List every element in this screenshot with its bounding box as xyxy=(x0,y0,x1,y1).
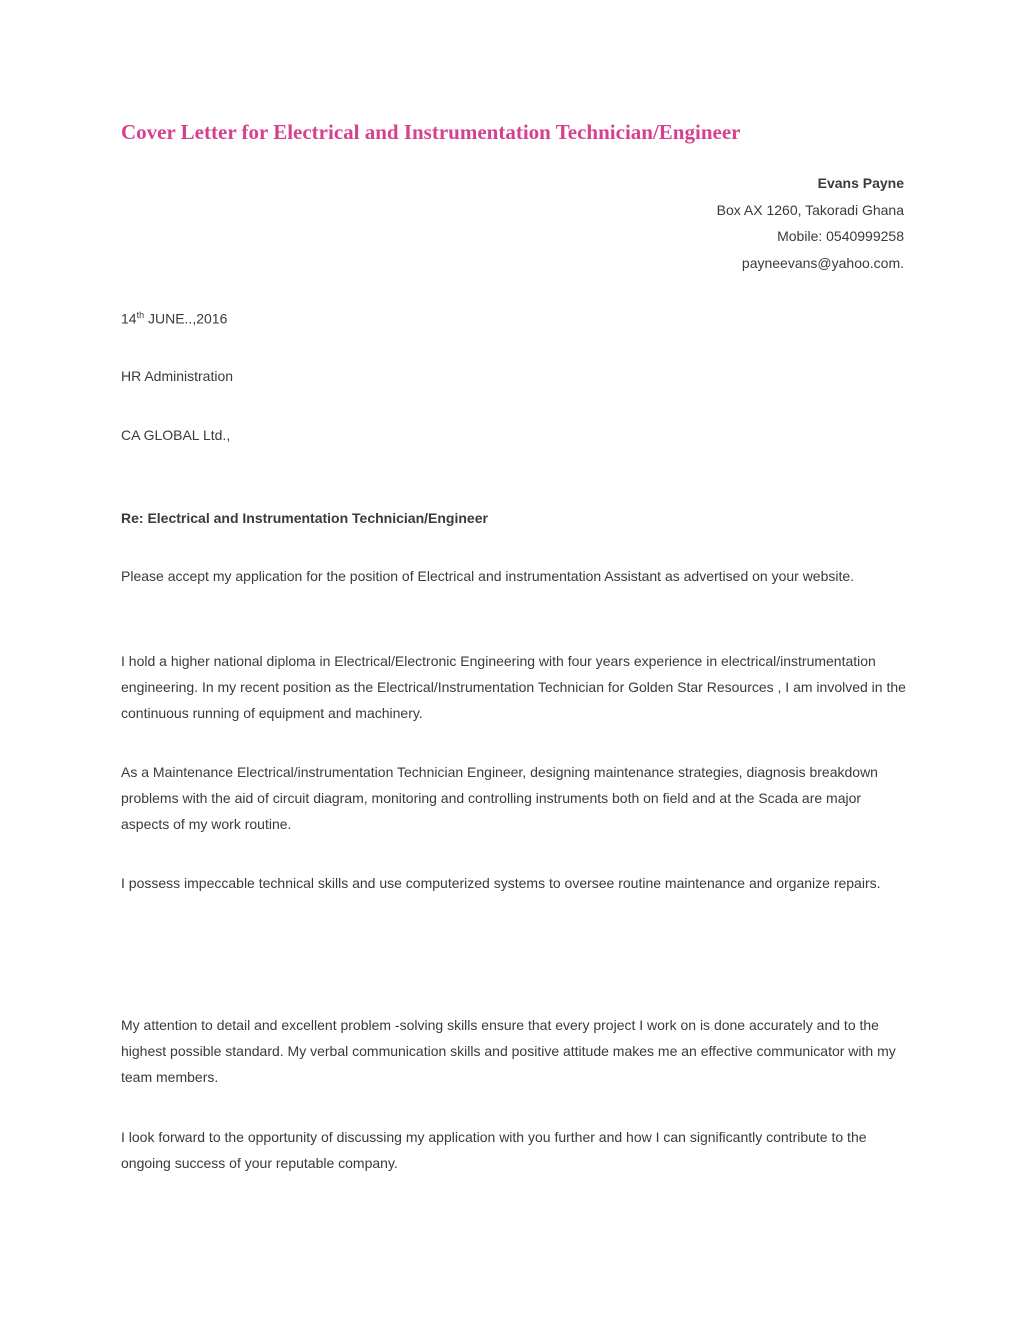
date-day: 14 xyxy=(121,310,137,327)
sender-address: Box AX 1260, Takoradi Ghana xyxy=(716,201,904,218)
recipient-company: CA GLOBAL Ltd., xyxy=(121,427,231,443)
body-paragraph-1: Please accept my application for the position of Electrical and instrumentation Assistant as advertised on your website. xyxy=(121,568,855,584)
body-paragraph-5: My attention to detail and excellent problem -solving skills ensure that every project I work on is done accurately and to the highest possible standard. My verbal communication skills and positive attitude makes me an effective communicator with my team members. xyxy=(121,1017,896,1085)
body-paragraph-4: I possess impeccable technical skills and use computerized systems to oversee routine maintenance and organize repairs. xyxy=(121,875,881,891)
body-paragraph-6: I look forward to the opportunity of discussing my application with you further and how I can significantly contribute to the ongoing success of your reputable company. xyxy=(121,1129,867,1171)
letter-date xyxy=(121,310,227,327)
date-rest: JUNE..,2016 xyxy=(144,310,228,327)
sender-block xyxy=(717,170,904,276)
sender-email: payneevans@yahoo.com. xyxy=(741,254,904,271)
letter-title: Cover Letter for Electrical and Instrumentation Technician/Engineer xyxy=(121,120,741,144)
recipient-department: HR Administration xyxy=(121,368,234,384)
body-paragraph-3: As a Maintenance Electrical/instrumentation Technician Engineer, designing maintenance strategies, diagnosis breakdown problems with the aid of circuit diagram, monitoring and controlling instruments both on field and at the Scada are major aspects of my work routine. xyxy=(121,764,878,832)
date-suffix: th xyxy=(136,310,145,320)
body-paragraph-2: I hold a higher national diploma in Electrical/Electronic Engineering with four years experience in electrical/instrumentation engineering. In my recent position as the Electrical/Instrumentation Technician for Golden Star Resources , I am involved in the continuous running of equipment and machinery. xyxy=(121,653,906,721)
sender-name: Evans Payne xyxy=(817,175,904,191)
sender-mobile: Mobile: 0540999258 xyxy=(777,228,904,244)
letter-subject: Re: Electrical and Instrumentation Technician/Engineer xyxy=(121,510,488,526)
